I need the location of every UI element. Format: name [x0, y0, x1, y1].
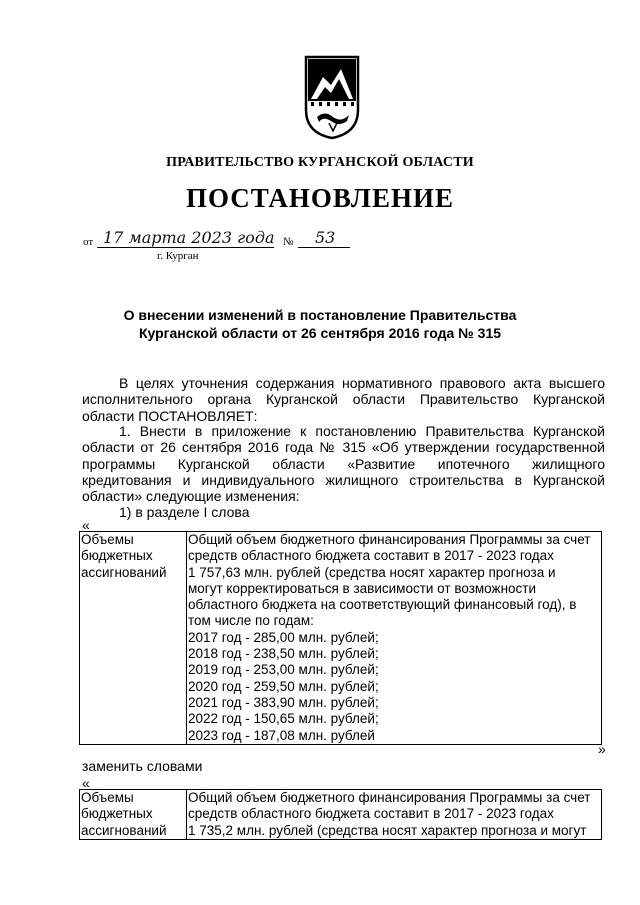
document-subject — [0, 306, 640, 342]
label-line: ассигнований — [81, 564, 167, 580]
number-label: № — [283, 236, 294, 248]
text-line: средств областного бюджета составит в 2017 - 2023 годах — [188, 548, 554, 564]
intro-text: В целях уточнения содержания нормативного правового акта высшего исполнительного органа Курганской области Правительство Курганской области — [82, 375, 605, 424]
close-quote-1: » — [598, 741, 606, 757]
subject-line-2: Курганской области от 26 сентября 2016 года № 315 — [138, 325, 502, 341]
text-line: 1 757,63 млн. рублей (средства носят характер прогноза и — [188, 564, 556, 580]
text-line: могут корректироваться в зависимости от возможности — [188, 580, 537, 596]
item-1-1-paragraph: 1) в разделе I слова — [119, 504, 250, 520]
label-line: бюджетных — [81, 806, 153, 822]
label-line: ассигнований — [81, 822, 167, 838]
text-line: средств областного бюджета составит в 2017 - 2023 годах — [188, 806, 554, 822]
open-quote-1: « — [82, 517, 90, 533]
open-quote-2: « — [82, 775, 90, 791]
text-line: том числе по годам: — [188, 613, 314, 629]
text-line: областного бюджета на соответствующий финансовый год), в — [188, 597, 577, 613]
budget-text-cell — [187, 790, 602, 840]
label-line: Объемы — [81, 790, 134, 805]
text-line: 2018 год - 238,50 млн. рублей; — [188, 646, 379, 662]
table-row — [80, 532, 602, 745]
budget-table-new — [79, 789, 602, 840]
text-line: Общий объем бюджетного финансирования Программы за счет — [188, 790, 591, 805]
budget-label-cell — [80, 790, 187, 840]
budget-table-original — [79, 531, 602, 745]
text-line: 2017 год - 285,00 млн. рублей; — [188, 629, 379, 645]
subject-line-1: О внесении изменений в постановление Правительства — [123, 307, 517, 323]
decree-word: ПОСТАНОВЛЯЕТ: — [138, 407, 258, 424]
budget-text-cell — [187, 532, 602, 745]
text-line: 2022 год - 150,65 млн. рублей; — [188, 711, 379, 727]
table-row — [80, 790, 602, 840]
government-name: ПРАВИТЕЛЬСТВО КУРГАНСКОЙ ОБЛАСТИ — [166, 155, 474, 170]
text-line: 2020 год - 259,50 млн. рублей; — [188, 678, 379, 694]
text-line: 2019 год - 253,00 млн. рублей; — [188, 662, 379, 678]
city-label: г. Курган — [157, 250, 199, 262]
label-line: Объемы — [81, 532, 134, 547]
text-line: 2021 год - 383,90 млн. рублей; — [188, 694, 379, 710]
label-line: бюджетных — [81, 548, 153, 564]
document-type-title: ПОСТАНОВЛЕНИЕ — [185, 183, 455, 213]
number-handwritten: 53 — [315, 228, 336, 247]
item-1-paragraph: 1. Внести в приложение к постановлению Правительства Курганской области от 26 сентября 2016 года № 315 «Об утверждении государственной программы Курганской области «Развитие ипотечного жилищного кредитования и индивидуального жилищного строительства в Курганской области» следующие изменения: — [82, 423, 605, 505]
replace-words-text: заменить словами — [82, 758, 203, 774]
budget-label-cell — [80, 532, 187, 745]
from-label: от — [83, 236, 94, 248]
text-line: 1 735,2 млн. рублей (средства носят характер прогноза и могут — [188, 822, 587, 838]
text-line: Общий объем бюджетного финансирования Программы за счет — [188, 532, 591, 547]
intro-paragraph — [82, 375, 605, 424]
coat-of-arms-emblem — [303, 55, 361, 140]
date-handwritten: 17 марта 2023 года — [103, 228, 275, 247]
text-line: 2023 год - 187,08 млн. рублей — [188, 727, 375, 743]
